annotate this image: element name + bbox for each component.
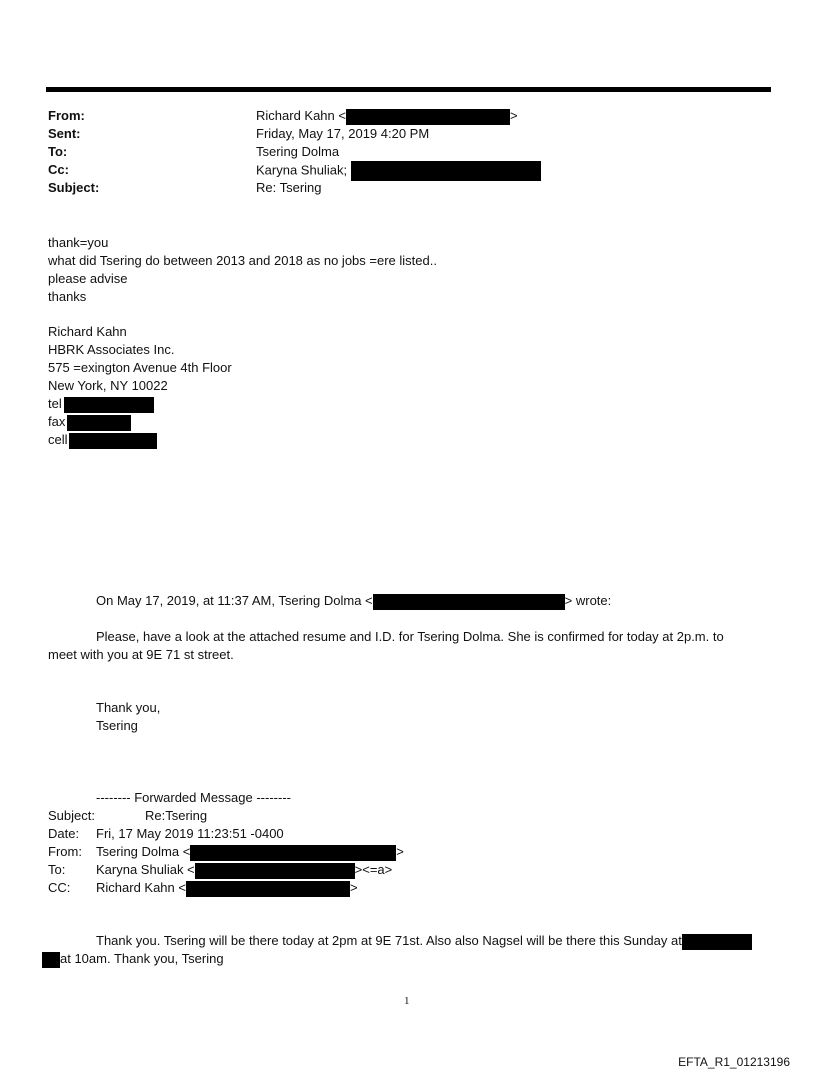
- forwarded-message-line2: [42, 950, 224, 968]
- signature-cell-label: cell: [48, 432, 68, 447]
- redaction-block: [351, 161, 541, 181]
- redaction-block: [186, 881, 350, 897]
- forwarded-subject-label: Subject:: [48, 808, 95, 823]
- to-value: Tsering Dolma: [256, 144, 340, 159]
- signature-name: Richard Kahn: [48, 324, 127, 339]
- quoted-intro: [96, 592, 611, 610]
- redaction-block: [67, 415, 131, 431]
- cc-label: Cc:: [48, 162, 69, 177]
- signature-address-line2: New York, NY 10022: [48, 378, 168, 393]
- quoted-sign: Tsering: [96, 718, 138, 733]
- quoted-intro-suffix: > wrote:: [564, 593, 612, 608]
- forwarded-message-text: Thank you. Tsering will be there today at 2pm at 9E 71st. Also also Nagsel will be there this Sunday at: [96, 933, 682, 948]
- signature-tel: [48, 395, 154, 413]
- quoted-paragraph-line2: meet with you at 9E 71 st street.: [48, 647, 234, 662]
- body-line: please advise: [48, 271, 128, 286]
- forwarded-from-name: Tsering Dolma <: [96, 844, 191, 859]
- subject-value: Re: Tsering: [256, 180, 322, 195]
- signature-company: HBRK Associates Inc.: [48, 342, 175, 357]
- forwarded-subject-value: Re:Tsering: [145, 808, 208, 823]
- forwarded-cc-label: CC:: [48, 880, 71, 895]
- signature-fax: [48, 413, 131, 431]
- body-line: what did Tsering do between 2013 and 2018 as no jobs =ere listed..: [48, 253, 437, 268]
- document-id: EFTA_R1_01213196: [678, 1055, 790, 1069]
- quoted-thanks: Thank you,: [96, 700, 161, 715]
- cc-value-name: Karyna Shuliak;: [256, 162, 348, 178]
- signature-fax-label: fax: [48, 414, 66, 429]
- forwarded-date-value: Fri, 17 May 2019 11:23:51 -0400: [96, 826, 284, 841]
- forwarded-to-value: [96, 861, 392, 879]
- sent-value: Friday, May 17, 2019 4:20 PM: [256, 126, 430, 141]
- body-line: thanks: [48, 289, 87, 304]
- forwarded-cc-name: Richard Kahn <: [96, 880, 186, 895]
- forwarded-to-label: To:: [48, 862, 66, 877]
- forwarded-message-text: at 10am. Thank you, Tsering: [60, 951, 224, 966]
- forwarded-from-suffix: >: [396, 844, 404, 859]
- header-divider-rule: [46, 87, 771, 92]
- from-value-suffix: >: [509, 108, 518, 123]
- redaction-block: [346, 109, 510, 125]
- redaction-block: [682, 934, 752, 950]
- forwarded-to-suffix: ><=a>: [354, 862, 393, 877]
- forwarded-banner: -------- Forwarded Message --------: [96, 790, 291, 805]
- redaction-block: [69, 433, 157, 449]
- forwarded-from-value: [96, 843, 404, 861]
- signature-address-line1: 575 =exington Avenue 4th Floor: [48, 360, 232, 375]
- page-number: 1: [404, 995, 410, 1007]
- signature-cell: [48, 431, 157, 449]
- sent-label: Sent:: [48, 126, 81, 141]
- signature-tel-label: tel: [48, 396, 62, 411]
- redaction-block: [373, 594, 565, 610]
- forwarded-cc-suffix: >: [349, 880, 358, 895]
- subject-label: Subject:: [48, 180, 100, 195]
- redaction-block: [64, 397, 154, 413]
- redaction-block: [195, 863, 355, 879]
- redaction-block: [190, 845, 396, 861]
- body-line: thank=you: [48, 235, 109, 250]
- forwarded-message-line1: [96, 932, 752, 950]
- from-label: From:: [48, 108, 85, 123]
- to-label: To:: [48, 144, 68, 159]
- cc-value: [256, 161, 541, 181]
- quoted-paragraph-line1: Please, have a look at the attached resume and I.D. for Tsering Dolma. She is confirmed for today at 2p.m. to: [96, 629, 724, 644]
- redaction-block: [42, 952, 60, 968]
- quoted-intro-text: On May 17, 2019, at 11:37 AM, Tsering Dolma <: [96, 593, 373, 608]
- forwarded-cc-value: [96, 879, 358, 897]
- forwarded-from-label: From:: [48, 844, 82, 859]
- from-value: [256, 107, 518, 125]
- from-value-name: Richard Kahn <: [256, 108, 346, 123]
- forwarded-date-label: Date:: [48, 826, 80, 841]
- forwarded-to-name: Karyna Shuliak <: [96, 862, 195, 877]
